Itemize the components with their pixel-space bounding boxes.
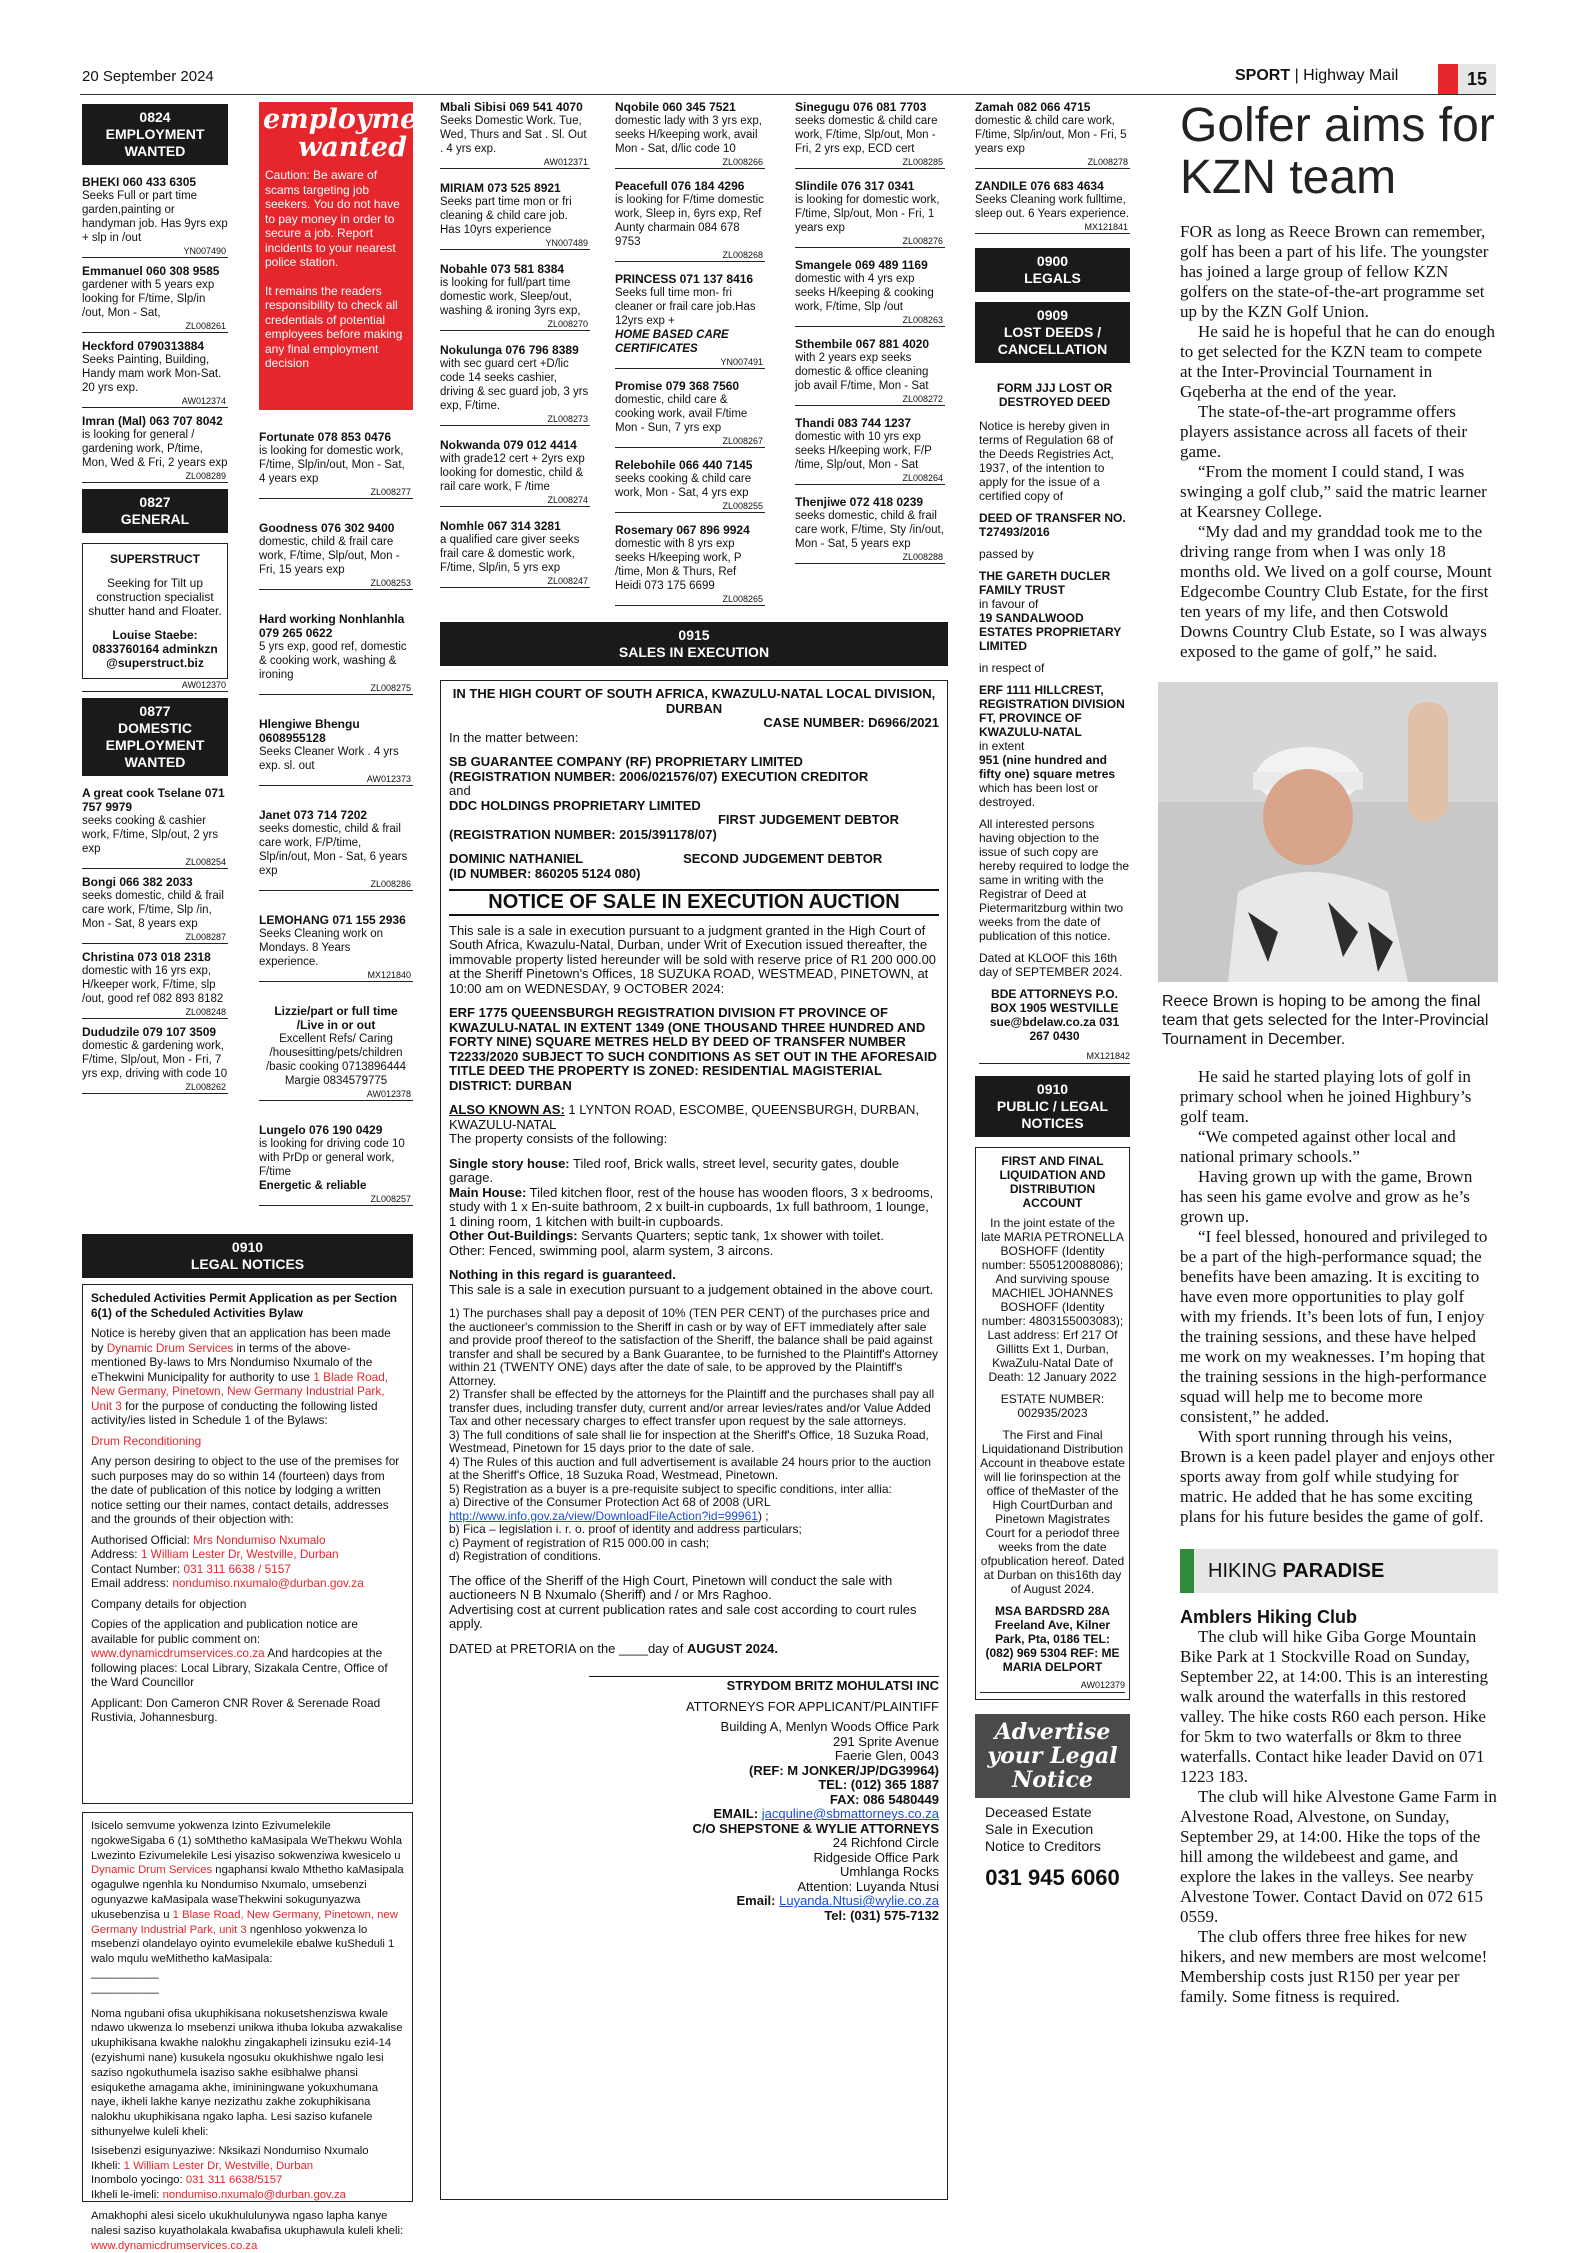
notice-type-list: [975, 1798, 1130, 1861]
ad-body: seeks domestic, child & frail care work, F/time, Slp /in, Mon - Sat, 8 years exp: [82, 890, 224, 930]
ad-title: Mbali Sibisi 069 541 4070: [440, 100, 583, 114]
ad-body: domestic lady with 3 yrs exp, seeks H/keeping work, avail Mon - Sat, d/lic code 10: [615, 115, 763, 155]
classified-ad: [795, 337, 945, 406]
ad-code: YN007491: [615, 357, 765, 369]
ad-title: Smangele 069 489 1169: [795, 258, 928, 272]
ad-code: ZL008247: [440, 576, 590, 588]
hiking-section-header: HIKING PARADISE: [1180, 1549, 1498, 1593]
ad-title: Thenjiwe 072 418 0239: [795, 495, 924, 509]
classified-ad: [82, 1025, 228, 1094]
golf-article: [1158, 100, 1498, 2200]
ad-code: MX121840: [259, 970, 413, 982]
sales-header-wrap: [440, 618, 948, 668]
classified-ad: [440, 343, 590, 426]
article-paragraph: “From the moment I could stand, I was swinging a golf club,” said the matric learner at Kearsney College.: [1180, 462, 1487, 521]
ad-code: ZL008264: [795, 473, 945, 485]
ad-body: domestic with 16 yrs exp, H/keeper work, F/time, slp /out, good ref 082 893 8182: [82, 965, 224, 1005]
classified-ad: [259, 1123, 413, 1206]
category-header: 0877 DOMESTIC EMPLOYMENT WANTED: [82, 698, 228, 776]
classified-ad: [82, 414, 228, 483]
ad-body: domestic with 4 yrs exp seeks H/keeping & cooking work, F/time, Slp /out: [795, 273, 934, 313]
accent-bar: [1438, 64, 1458, 94]
category-header: 0827 GENERAL: [82, 489, 228, 533]
issue-date: 20 September 2024: [82, 68, 214, 85]
ad-title: Slindile 076 317 0341: [795, 179, 915, 193]
ad-title: A great cook Tselane 071 757 9979: [82, 786, 225, 814]
category-header: 0915 SALES IN EXECUTION: [440, 622, 948, 666]
lost-deed-notice: FORM JJJ LOST OR DESTROYED DEED Notice is hereby given in terms of Regulation 68 of the Deeds Registries Act, 1937, of the intention to apply for the issue of a certified copy of DEED OF TRANSFER NO. T27493/2016 passed by THE GARETH DUCLER FAMILY TRUST in favour of 19 SANDALWOOD ESTATES PROPRIETARY LIMITED in respect of ERF 1111 HILLCREST, REGISTRATION DIVISION FT, PROVINCE OF KWAZULU-NATAL in extent 951 (nine hundred and fifty one) square metres which has been lost or destroyed. All interested persons having objection to the issue of such copy are hereby required to lodge the same in writing with the Registrar of Deed at Pietermaritzburg within two weeks from the date of publication of this notice. Dated at KLOOF this 16th day of SEPTEMBER 2024. BDE ATTORNEYS P.O. BOX 1905 WESTVILLE sue@bdelaw.co.za 031 267 0430 MX121842: [975, 373, 1130, 1064]
sale-title: NOTICE OF SALE IN EXECUTION AUCTION: [449, 889, 939, 916]
classified-ad: [82, 339, 228, 408]
correspondent-email-link[interactable]: Luyanda.Ntusi@wylie.co.za: [779, 1893, 939, 1908]
classifieds-column-2: [259, 430, 413, 1230]
article-paragraph: He said he is hopeful that he can do enough to get selected for the KZN team to compete at the Inter-Provincial Tournament in Gqeberha at the end of the year.: [1180, 322, 1495, 401]
classifieds-column-1: 0824 EMPLOYMENT WANTED BHEKI 060 433 6305 Seeks Full or part time garden,painting or handyman job. Has 9yrs exp + slp in /out YN007490 Emmanuel 060 308 9585 gardener with 5 years exp looking for F/time, Slp/in /out, Mon - Sat, ZL008261 Heckford 0790313884 Seeks Painting, Building, Handy mam work Mon-Sat. 20 yrs exp. AW012374 Imran (Mal) 063 707 8042 is looking for general / gardening work, P/time, Mon, Wed & Fri, 2 years exp ZL008289 0827 GENERAL SUPERSTRUCT Seeking for Tilt up construction specialist shutter hand and Floater. Louise Staebe: 0833760164 adminkzn @superstruct.biz AW012370 0877 DOMESTIC EMPLOYMENT WANTED A great cook Tselane 071 757 9979 seeks cooking & cashier work, F/time, Slp/out, 2 yrs exp ZL008254 Bongi 066 382 2033 seeks domestic, child & frail care work, F/time, Slp /in, Mon - Sat, 8 years exp ZL008287 Christina 073 018 2318 domestic with 16 yrs exp, H/keeper work, F/time, slp /out, good ref 082 893 8182 ZL008248 Dududzile 079 107 3509 domestic & gardening work, F/time, Slp/out, Mon - Fri, 7 yrs exp, driving with code 10 ZL008262: [82, 100, 228, 1270]
ad-body: Seeks Painting, Building, Handy mam work Mon-Sat. 20 yrs exp.: [82, 354, 222, 394]
responsibility-text: It remains the readers responsibility to check all credentials of potential employees before making any final employment decision: [265, 283, 403, 370]
classifieds-column-4: [615, 100, 765, 620]
category-header: 0900 LEGALS: [975, 248, 1130, 292]
ad-body: seeks cooking & cashier work, F/time, Slp/out, 2 yrs exp: [82, 815, 219, 855]
classifieds-column-5: [795, 100, 945, 620]
advertise-phone: 031 945 6060: [975, 1861, 1130, 1899]
page-number: 15: [1458, 64, 1496, 94]
ad-code: YN007490: [82, 246, 228, 258]
ad-title: Nobahle 073 581 8384: [440, 262, 565, 276]
ad-body: 5 yrs exp, good ref, domestic & cooking work, washing & ironing: [259, 641, 407, 681]
classified-ad: [259, 521, 413, 590]
ad-code: AW012378: [259, 1089, 413, 1101]
ad-body: Seeks Cleaning work fulltime, sleep out. 6 Years experience.: [975, 194, 1130, 220]
ad-title: Thandi 083 744 1237: [795, 416, 912, 430]
ad-code: ZL008285: [795, 157, 945, 169]
ad-body: domestic & child care work, F/time, Slp/in/out, Mon - Fri, 5 years exp: [975, 115, 1127, 155]
ad-code: ZL008276: [795, 236, 945, 248]
ad-highlight: HOME BASED CARE CERTIFICATES: [615, 329, 729, 355]
ad-body: seeks domestic, child & frail care work, F/P/time, Slp/in/out, Mon - Sat, 6 years exp: [259, 823, 408, 877]
ad-title: Sinegugu 076 081 7703: [795, 100, 927, 114]
article-headline: Golfer aims for KZN team: [1180, 99, 1495, 204]
scheduled-activities-notice: Scheduled Activities Permit Application as per Section 6(1) of the Scheduled Activities Bylaw Notice is hereby given that an application has been made by Dynamic Drum Services in terms of the above- mentioned By-laws to Mrs Nondumiso Nxumalo of the eThekwini Municipality for authority to use 1 Blade Road, New Germany, Pinetown, New Germany Industrial Park, Unit 3 for the purpose of conducting the following listed activity/ies listed in Schedule 1 of the Bylaws: Drum Reconditioning Any person desiring to object to the use of the premises for such purposes may do so within 14 (fourteen) days from the date of publication of this notice by lodging a written notice setting our their names, contact details, addresses and the grounds of their objection with: Authorised Official: Mrs Nondumiso Nxumalo Address: 1 William Lester Dr, Westville, Durban Contact Number: 031 311 6638 / 5157 Email address: nondumiso.nxumalo@durban.gov.za Company details for objection Copies of the application and publication notice are available for public comment on: www.dynamicdrumservices.co.za And hardcopies at the following places: Local Library, Sizakala Centre, Office of the Ward Councillor Applicant: Don Cameron CNR Rover & Serenade Road Rustivia, Johannesburg.: [82, 1284, 413, 1804]
classified-ad: [795, 179, 945, 248]
ad-code: ZL008278: [975, 157, 1130, 169]
employment-caution-box: [259, 102, 450, 410]
classified-ad: [259, 913, 413, 982]
ad-title: Emmanuel 060 308 9585: [82, 264, 220, 278]
ad-body: is looking for F/time domestic work, Sleep in, 6yrs exp, Ref Aunty charmain 084 678 9753: [615, 194, 764, 248]
ad-body: gardener with 5 years exp looking for F/time, Slp/in /out, Mon - Sat,: [82, 279, 215, 319]
ad-body: is looking for full/part time domestic work, Sleep/out, washing & ironing 3yrs exp,: [440, 277, 581, 317]
ad-title: PRINCESS 071 137 8416: [615, 272, 754, 286]
ad-title: Heckford 0790313884: [82, 339, 205, 353]
ad-title: Christina 073 018 2318: [82, 950, 211, 964]
ad-title: Rosemary 067 896 9924: [615, 523, 750, 537]
ad-code: ZL008288: [795, 552, 945, 564]
ad-title: Lungelo 076 190 0429: [259, 1123, 383, 1137]
ad-code: AW012371: [440, 157, 590, 169]
ad-code: ZL008286: [259, 879, 413, 891]
classified-ad: [795, 416, 945, 485]
ad-code: ZL008266: [615, 157, 765, 169]
ad-body: domestic, child care & cooking work, avail F/time Mon - Sun, 7 yrs exp: [615, 394, 748, 434]
article-paragraph: FOR as long as Reece Brown can remember, golf has been a part of his life. The youngster has joined a large group of fellow KZN golfers on the state-of-the-art programme set up by the KZN Golf Union.: [1180, 222, 1489, 321]
hiking-body: Amblers Hiking Club The club will hike Giba Gorge Mountain Bike Park at 1 Stockville Road on Sunday, September 22, at 14:00. This is an interesting walk around the waterfalls in this restored valley. The hike costs R60 each person. Hike for 5km to two waterfalls or 8km to three waterfalls. Contact hike leader David on 071 1223 183. The club will hike Alvestone Game Farm in Alvestone Road, Alvestone, on Sunday, September 29, at 14:00. Hike the tops of the hill among the wildebeest and game, and explore the lakes in the valleys. See nearby Alvestone Tower. Contact David on 072 615 0559. The club offers three free hikes for new hikers, and new members are most welcome! Membership costs just R150 per year per family. Some fitness is required.: [1180, 1607, 1497, 2006]
article-body: [1158, 222, 1498, 662]
ad-code: ZL008263: [795, 315, 945, 327]
ad-code: ZL008257: [259, 1194, 413, 1206]
ad-body: Excellent Refs/ Caring /housesitting/pets/children /basic cooking 0713896444 Margie 0834579775: [265, 1033, 407, 1087]
ad-code: AW012373: [259, 774, 413, 786]
ad-code: ZL008274: [440, 495, 590, 507]
list-item: Sale in Execution: [985, 1821, 1094, 1837]
classified-ad: [795, 495, 945, 564]
classified-ad: [440, 262, 590, 331]
classified-ad: [82, 175, 228, 258]
advertise-legal-notice-ad: Advertise your Legal Notice Deceased Estate Sale in Execution Notice to Creditors 031 945 6060: [975, 1714, 1130, 1899]
ad-code: ZL008277: [259, 487, 413, 499]
consumer-act-link[interactable]: http://www.info.gov.za/view/DownloadFileAction?id=99961: [449, 1508, 758, 1523]
ad-body: domestic, child & frail care work, F/time, Slp/out, Mon - Fri, 15 years exp: [259, 536, 400, 576]
article-paragraph: He said he started playing lots of golf in primary school when he joined Highbury’s golf team.: [1180, 1067, 1472, 1126]
classified-ad: [259, 612, 413, 695]
ad-title: Fortunate 078 853 0476: [259, 430, 392, 444]
ad-code: ZL008289: [82, 471, 228, 483]
header-rule: [80, 94, 1496, 95]
ad-title: Promise 079 368 7560: [615, 379, 740, 393]
attorney-email-link[interactable]: jacquline@sbmattorneys.co.za: [761, 1806, 939, 1821]
article-paragraph: The state-of-the-art programme offers players assistance across all facets of their game.: [1180, 402, 1467, 461]
zulu-notice: Isicelo semvume yokwenza Izinto Ezivumelekile ngokweSigaba 6 (1) soMthetho kaMasipala WeThekwu Wohla Lwezinto Ezivumelekile Lesi yisaziso sokwenziwa kwesicelo u Dynamic Drum Services ngaphansi kwalo Mthetho kaMasipala ogagulwe ngenhla ku Nondumiso Nxumalo, umsebenzi ogunyazwe kaMasipala waseThekwini sokugunyazwa ukusebenzisa u 1 Blase Road, New Germany, Pinetown, new Germany Industrial Park, unit 3 ngenhloso yokwenza lo msebenzi olandelayo oyinto evumelekile ebalwe kuSheduli 1 walo mqulu weMithetho kaMasipala: —————— —————— Noma ngubani ofisa ukuphikisana nokusetshenziswa kwale ndawo ukwenza lo msebenzi unikwa ithuba lokuba azwakalise ukuphikisana kwakhe nalokhu zingakapheli izinsuku ezi4-14 (ezyishumi nane) kusukela ngosuku okukhishwe ngalo lesi saziso ngokuthumela isaziso sakhe esibhalwe phansi esiqukethe amagama akhe, imininingwane yokuxhumana naye, ikheli lakhe kanye nezizathu zakhe zokuphikisana nalokhu ukuphikisana ngako lapha. Lesi saziso kufanele sithunyelwe kuleli kheli: Isisebenzi esigunyaziwe: Nksikazi Nondumiso Nxumalo Ikheli: 1 William Lester Dr, Westville, Durban Inombolo yocingo: 031 311 6638/5157 Ikheli le-imeli: nondumiso.nxumalo@durban.gov.za Amakhophi alesi sicelo ukukhululunywa ngaso lapha kanye nalesi saziso kuyatholakala kwabafisa ukuphawula kuleli kheli: www.dynamicdrumservices.co.za: [82, 1812, 413, 2202]
ad-body: with sec guard cert +D/lic code 14 seeks cashier, driving & sec guard job, 3 yrs exp, F/time.: [440, 358, 589, 412]
article-paragraph: With sport running through his veins, Brown is a keen padel player and enjoys other sports away from golf while studying for matric. He added that he has some exciting plans for his future besides the game of golf.: [1180, 1427, 1495, 1526]
ad-title: Nomhle 067 314 3281: [440, 519, 561, 533]
ad-body: is looking for general / gardening work, P/time, Mon, Wed & Fri, 2 years exp: [82, 429, 228, 469]
ad-code: ZL008255: [615, 501, 765, 513]
ad-highlight: Energetic & reliable: [259, 1180, 367, 1192]
classified-ad: [615, 272, 765, 369]
ad-body: seeks domestic, child & frail care work, F/time, Sty /in/out, Mon - Sat, 5 years exp: [795, 510, 944, 550]
classified-ad: [82, 786, 228, 869]
article-paragraph: Having grown up with the game, Brown has seen his game evolve and grow as he’s grown up.: [1180, 1167, 1473, 1226]
ad-body: is looking for domestic work, F/time, Slp/in/out, Mon - Sat, 4 years exp: [259, 445, 405, 485]
ad-body: is looking for domestic work, F/time, Slp/out, Mon - Fri, 1 years exp: [795, 194, 940, 234]
article-body-continued: [1158, 1067, 1498, 1527]
ad-code: ZL008275: [259, 683, 413, 695]
ad-body: is looking for driving code 10 with PrDp or general work, F/time: [259, 1138, 405, 1178]
classified-ad: [82, 264, 228, 333]
ad-title: Dududzile 079 107 3509: [82, 1025, 217, 1039]
classified-ad: [440, 181, 590, 250]
classified-ad: [82, 950, 228, 1019]
photo-caption: Reece Brown is hoping to be among the final team that gets selected for the Inter-Provincial Tournament in December.: [1162, 993, 1489, 1048]
sale-in-execution-notice: IN THE HIGH COURT OF SOUTH AFRICA, KWAZULU-NATAL LOCAL DIVISION, DURBAN CASE NUMBER: D6966/2021 In the matter between: SB GUARANTEE COMPANY (RF) PROPRIETARY LIMITED (REGISTRATION NUMBER: 2006/021576/07) EXECUTION CREDITOR and DDC HOLDINGS PROPRIETARY LIMITED FIRST JUDGEMENT DEBTOR (REGISTRATION NUMBER: 2015/391178/07) DOMINIC NATHANIEL SECOND JUDGEMENT DEBTOR (ID NUMBER: 860205 5124 080) NOTICE OF SALE IN EXECUTION AUCTION This sale is a sale in execution pursuant to a judgment granted in the High Court of South Africa, Kwazulu-Natal, Durban, under Writ of Execution issued thereafter, the immovable property listed hereunder will be sold with reserve price of R1 200 000.00 at the Sheriff Pinetown's Offices, 18 SUZUKA ROAD, WESTMEAD, PINETOWN, at 10:00 am on WEDNESDAY, 9 OCTOBER 2024: ERF 1775 QUEENSBURGH REGISTRATION DIVISION FT PROVINCE OF KWAZULU-NATAL IN EXTENT 1349 (ONE THOUSAND THREE HUNDRED AND FORTY NINE) SQUARE METRES HELD BY DEED OF TRANSFER NUMBER T2233/2020 SUBJECT TO SUCH CONDITIONS AS SET OUT IN THE AFORESAID TITLE DEED THE PROPERTY IS ZONED: RESIDENTIAL MAGISTERIAL DISTRICT: DURBAN ALSO KNOWN AS: 1 LYNTON ROAD, ESCOMBE, QUEENSBURGH, DURBAN, KWAZULU-NATAL The property consists of the following: Single story house: Tiled roof, Brick walls, street level, security gates, double garage. Main House: Tiled kitchen floor, rest of the house has wooden floors, 3 x bedrooms, study with 1 x En-suite bathroom, 2 x built-in cupboards, 1x full bathroom, 1 lounge, 1 dining room, 1 kitchen with built-in cupboards. Other Out-Buildings: Servants Quarters; septic tank, 1x shower with toilet. Other: Fenced, swimming pool, alarm system, 3 aircons. Nothing in this regard is guaranteed. This sale is a sale in execution pursuant to a judgement obtained in the above court. 1) The purchases shall pay a deposit of 10% (TEN PER CENT) of the purchases price and the auctioneer's commission to the Sheriff in cash or by way of EFT immediately after sale and provide proof thereof to the satisfaction of the Sheriff, the balance shall be paid against transfer and shall be secured by a Bank Guarantee, to be furnished to the Plaintiff's Attorney within 21 (TWENTY ONE) days after the date of sale, to be approved by the Plaintiff's Attorney. 2) Transfer shall be effected by the attorneys for the Plaintiff and the purchases shall pay all transfer dues, including transfer duty, current and/or arrear levies/rates and/or Value Added Tax and other necessary charges to effect transfer upon request by the sale attorneys. 3) The full conditions of sale shall lie for inspection at the Sheriff's Office, 18 Suzuka Road, Westmead, Pinetown for 15 days prior to the date of sale. 4) The Rules of this auction and full advertisement is available 24 hours prior to the auction at the Sheriff's Office, 18 Suzuka Road, Westmead, Pinetown. 5) Registration as a buyer is a pre-requisite subject to specific conditions, inter allia: a) Directive of the Consumer Protection Act 68 of 2008 (URL http://www.info.gov.za/view/DownloadFileAction?id=99961) ; b) Fica – legislation i. r. o. proof of identity and address particulars; c) Payment of registration of R15 000.00 in cash; d) Registration of conditions. The office of the Sheriff of the High Court, Pinetown will conduct the sale with auctioneers N B Nxumalo (Sheriff) and / or Mrs Raghoo. Advertising cost at current publication rates and sale cost according to court rules apply. DATED at PRETORIA on the ____day of AUGUST 2024. STRYDOM BRITZ MOHULATSI INC ATTORNEYS FOR APPLICANT/PLAINTIFF Building A, Menlyn Woods Office Park 291 Sprite Avenue Faerie Glen, 0043 (REF: M JONKER/JP/DG39964) TEL: (012) 365 1887 FAX: 086 5480449 EMAIL: jacquline@sbmattorneys.co.za C/O SHEPSTONE & WYLIE ATTORNEYS 24 Richfond Circle Ridgeside Office Park Umhlanga Rocks Attention: Luyanda Ntusi Email: Luyanda.Ntusi@wylie.co.za Tel: (031) 575-7132: [440, 680, 948, 2200]
classified-ad: [615, 458, 765, 513]
classified-ad: [975, 179, 1130, 234]
ad-body: Seeks full time mon- fri cleaner or frail care job.Has 12yrs exp +: [615, 287, 756, 327]
classified-ad: [440, 100, 590, 169]
ad-code: ZL008268: [615, 250, 765, 262]
category-header: 0910 LEGAL NOTICES: [82, 1234, 413, 1278]
ad-title: Goodness 076 302 9400: [259, 521, 395, 535]
list-item: Deceased Estate: [985, 1804, 1092, 1820]
classified-ad: [615, 179, 765, 262]
ad-code: ZL008287: [82, 932, 228, 944]
ad-code: AW012374: [82, 396, 228, 408]
ad-code: ZL008261: [82, 321, 228, 333]
classified-ad: [259, 1004, 413, 1101]
ad-title: Nokulunga 076 796 8389: [440, 343, 579, 357]
employment-wanted-title: employment wanted: [263, 104, 450, 163]
classified-ad: [259, 717, 413, 786]
article-paragraph: “I feel blessed, honoured and privileged to be a part of the high-performance squad; the benefits have been amazing. It is exciting to have even more opportunities to play golf with my friends. It’s been lots of fun, I enjoy the training sessions, and these have helped me work on my weaknesses. I’m hoping that the training sessions in the high-performance squad will help me to become more consistent,” he added.: [1180, 1227, 1488, 1426]
ad-body: a qualified care giver seeks frail care & domestic work, F/time, Slp/in, 5 yrs exp: [440, 534, 580, 574]
ad-body: Seeks part time mon or fri cleaning & child care job. Has 10yrs experience: [440, 196, 572, 236]
article-paragraph: “My dad and my granddad took me to the driving range from when I was only 18 months old. We lived on a golf course, Mount Edgecombe Country Club Estate, for the first ten years of my life, and then Cotswold Downs Country Club Estate, so I was always exposed to the game of golf,” he said.: [1180, 522, 1492, 661]
ad-body: domestic with 8 yrs exp seeks H/keeping work, P /time, Mon & Thurs, Ref Heidi 073 175 6699: [615, 538, 742, 592]
ad-body: Seeks Cleaner Work . 4 yrs exp. sl. out: [259, 746, 399, 772]
classified-ad: [259, 430, 413, 499]
ad-body: with grade12 cert + 2yrs exp looking for domestic, child & rail care work, F /time: [440, 453, 585, 493]
article-paragraph: The club will hike Giba Gorge Mountain Bike Park at 1 Stockville Road on Sunday, September 22, at 14:00. This is an interesting walk around the waterfalls in this restored valley. The hike costs R60 each person. Hike for 5km to two waterfalls or 8km to three waterfalls. Contact hike leader David on 071 1223 183.: [1180, 1627, 1489, 1786]
ad-title: Imran (Mal) 063 707 8042: [82, 414, 223, 428]
ad-title: Zamah 082 066 4715: [975, 100, 1091, 114]
ad-title: Nokwanda 079 012 4414: [440, 438, 577, 452]
ad-title: ZANDILE 076 683 4634: [975, 179, 1104, 193]
category-header: 0910 PUBLIC / LEGAL NOTICES: [975, 1076, 1130, 1137]
ad-body: seeks domestic & child care work, F/time, Slp/out, Mon - Fri, 2 yrs exp, ECD cert: [795, 115, 938, 155]
caution-text: Caution: Be aware of scams targeting job seekers. You do not have to pay money in order to secure a job. Report incidents to your nearest police station.: [265, 168, 400, 269]
ad-title: Hard working Nonhlanhla 079 265 0622: [259, 612, 405, 640]
ad-code: ZL008253: [259, 578, 413, 590]
ad-body: seeks cooking & child care work, Mon - Sat, 4 yrs exp: [615, 473, 752, 499]
classified-ad: [975, 100, 1130, 169]
ad-title: Hlengiwe Bhengu 0608955128: [259, 717, 360, 745]
list-item: Notice to Creditors: [985, 1838, 1101, 1854]
classified-ad: [795, 100, 945, 169]
ad-title: Lizzie/part or full time /Live in or out: [274, 1004, 398, 1032]
ad-code: YN007489: [440, 238, 590, 250]
golfer-illustration: [1158, 682, 1498, 982]
article-paragraph: “We competed against other local and national primary schools.”: [1180, 1127, 1456, 1166]
article-paragraph: The club offers three free hikes for new hikers, and new members are most welcome! Membership costs just R150 per year per family. Some fitness is required.: [1180, 1927, 1488, 2006]
section-name: SPORT: [1235, 67, 1291, 84]
classified-ad: [82, 875, 228, 944]
ad-body: Seeks Domestic Work. Tue, Wed, Thurs and Sat . Sl. Out . 4 yrs exp.: [440, 115, 587, 155]
legal-notices-header-wrap: [82, 1230, 413, 1290]
classified-ad: [795, 258, 945, 327]
ad-title: Bongi 066 382 2033: [82, 875, 193, 889]
legals-column: [975, 100, 1130, 2200]
ad-code: ZL008270: [440, 319, 590, 331]
classified-ad: [440, 519, 590, 588]
ad-body: with 2 years exp seeks domestic & office cleaning job avail F/time, Mon - Sat: [795, 352, 929, 392]
ad-title: LEMOHANG 071 155 2936: [259, 913, 406, 927]
ad-body: domestic with 10 yrs exp seeks H/keeping work, F/P /time, Slp/out, Mon - Sat: [795, 431, 932, 471]
ad-title: Sthembile 067 881 4020: [795, 337, 930, 351]
ad-title: MIRIAM 073 525 8921: [440, 181, 561, 195]
ad-body: Seeks Full or part time garden,painting or handyman job. Has 9yrs exp + slp in /out: [82, 190, 228, 244]
ad-title: Nqobile 060 345 7521: [615, 100, 736, 114]
ad-code: ZL008248: [82, 1007, 228, 1019]
ad-title: BHEKI 060 433 6305: [82, 175, 197, 189]
ad-code: ZL008272: [795, 394, 945, 406]
classified-ad: [259, 808, 413, 891]
ad-title: Relebohile 066 440 7145: [615, 458, 753, 472]
ad-code: ZL008262: [82, 1082, 228, 1094]
ad-title: Peacefull 076 184 4296: [615, 179, 745, 193]
liquidation-notice: FIRST AND FINAL LIQUIDATION AND DISTRIBUTION ACCOUNT In the joint estate of the late MARIA PETRONELLA BOSHOFF (Identity number: 5505120088086); And surviving spouse MACHIEL JOHANNES BOSHOFF (Identity number: 4803155003083); Last address: Erf 217 Of Gillitts Ext 1, Durban, KwaZulu-Natal Date of Death: 12 January 2022 ESTATE NUMBER: 002935/2023 The First and Final Liquidationand Distribution Account in theabove estate will lie forinspection at the office of theMaster of the High CourtDurban and Pinetown Magistrates Court for a periodof three weeks from the date ofpublication hereof. Dated at Durban on this16th day of August 2024. MSA BARDSRD 28A Freeland Ave, Kilner Park, Pta, 0186 TEL: (082) 969 5304 REF: ME MARIA DELPORT AW012379: [975, 1147, 1130, 1700]
classifieds-column-3: [440, 100, 590, 620]
ad-code: MX121841: [975, 222, 1130, 234]
classified-ad: [615, 523, 765, 606]
section-header: SPORT | Highway Mail: [1235, 67, 1399, 84]
ad-body: Seeks Cleaning work on Mondays. 8 Years experience.: [259, 928, 384, 968]
ad-code: ZL008267: [615, 436, 765, 448]
classified-ad: [615, 379, 765, 448]
ad-code: ZL008265: [615, 594, 765, 606]
ad-code: ZL008273: [440, 414, 590, 426]
superstruct-ad: SUPERSTRUCT Seeking for Tilt up construction specialist shutter hand and Floater. Louise Staebe: 0833760164 adminkzn @superstruct.biz: [82, 543, 228, 679]
classified-ad: [440, 438, 590, 507]
ad-code: ZL008254: [82, 857, 228, 869]
reece-brown-photo: [1158, 682, 1498, 982]
ad-title: Janet 073 714 7202: [259, 808, 368, 822]
publication-name: Highway Mail: [1303, 67, 1399, 84]
classified-ad: [615, 100, 765, 169]
ad-body: domestic & gardening work, F/time, Slp/out, Mon - Fri, 7 yrs exp, driving with code 10: [82, 1040, 228, 1080]
article-paragraph: The club will hike Alvestone Game Farm in Alvestone Road, Alvestone, on Sunday, September 29, at 14:00. Hike the tops of the hill among the wildebeest and game, and explore the lakes in the valleys. See nearby Alvestone Tower. Contact David on 072 615 0559.: [1180, 1787, 1497, 1926]
category-header: 0909 LOST DEEDS / CANCELLATION: [975, 302, 1130, 363]
category-header: 0824 EMPLOYMENT WANTED: [82, 104, 228, 165]
